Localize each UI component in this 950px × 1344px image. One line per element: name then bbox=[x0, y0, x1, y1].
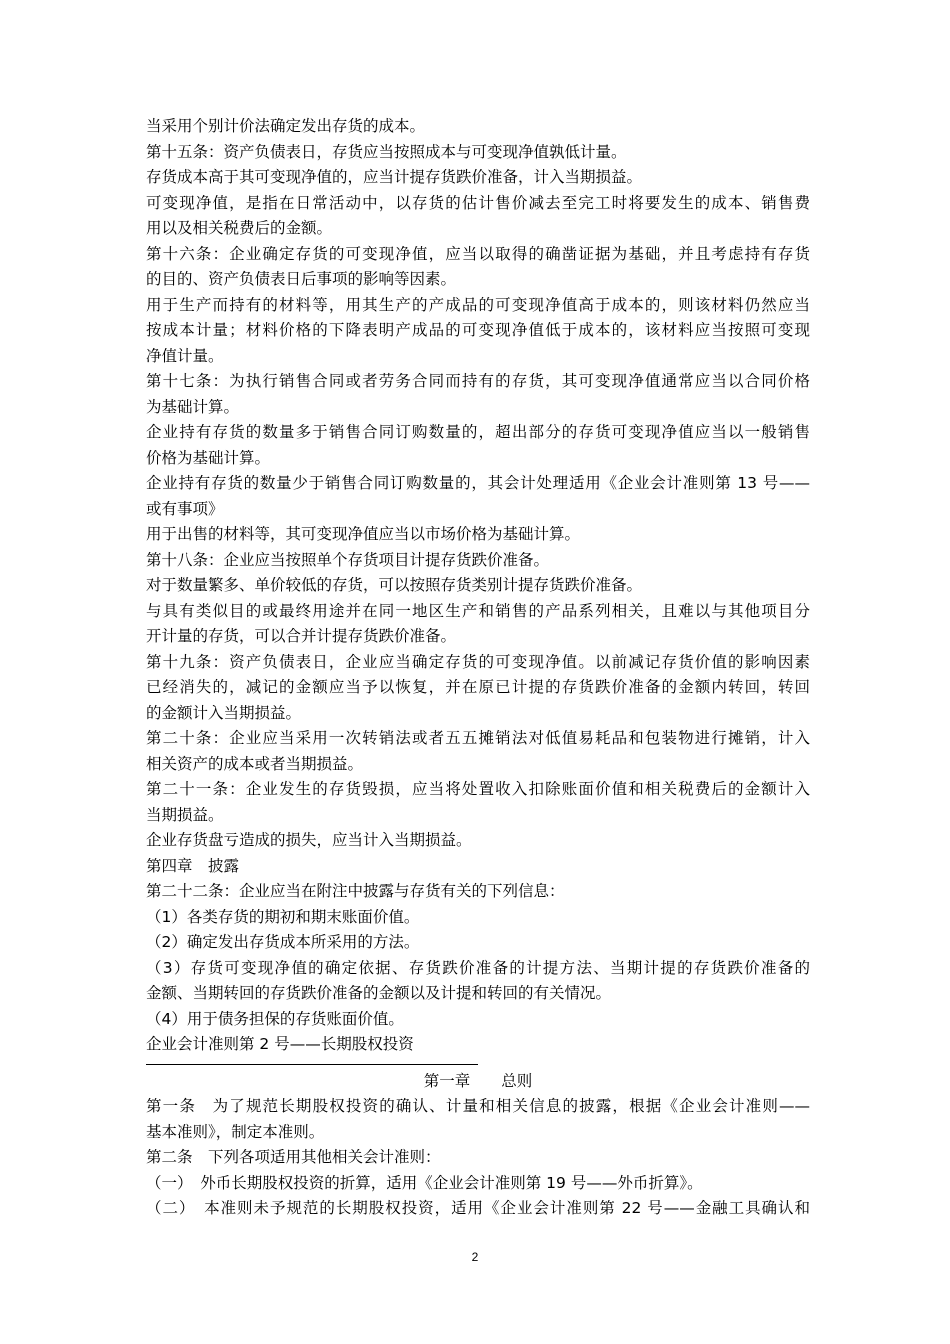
text-line: 用于出售的材料等，其可变现净值应当以市场价格为基础计算。 bbox=[146, 525, 581, 543]
text-line: （1）各类存货的期初和期末账面价值。 bbox=[146, 907, 420, 926]
text-line: 第十七条：为执行销售合同或者劳务合同而持有的存货，其可变现净值通常应当以合同价格 bbox=[146, 372, 810, 390]
text-line: 用以及相关税费后的金额。 bbox=[146, 219, 333, 237]
text-line: 当期损益。 bbox=[146, 805, 224, 824]
text-line: 或有事项》 bbox=[146, 499, 224, 518]
body-text-block-2 bbox=[146, 1094, 810, 1222]
text-line: 可变现净值，是指在日常活动中，以存货的估计售价减去至完工时将要发生的成本、销售费 bbox=[146, 193, 810, 212]
text-line: 企业持有存货的数量多于销售合同订购数量的，超出部分的存货可变现净值应当以一般销售 bbox=[146, 423, 810, 441]
text-line: 第二十一条：企业发生的存货毁损，应当将处置收入扣除账面价值和相关税费后的金额计入 bbox=[146, 780, 810, 798]
text-line: 按成本计量；材料价格的下降表明产成品的可变现净值低于成本的，该材料应当按照可变现 bbox=[146, 321, 810, 339]
body-text-block-1 bbox=[146, 114, 810, 1058]
text-line: （一） 外币长期股权投资的折算，适用《企业会计准则第 19 号——外币折算》。 bbox=[146, 1173, 703, 1192]
text-line: 相关资产的成本或者当期损益。 bbox=[146, 754, 364, 773]
text-line: 第二十条：企业应当采用一次转销法或者五五摊销法对低值易耗品和包装物进行摊销，计入 bbox=[146, 729, 810, 747]
text-line: （4）用于债务担保的存货账面价值。 bbox=[146, 1009, 404, 1028]
text-line: 企业会计准则第 2 号——长期股权投资 bbox=[146, 1035, 414, 1053]
text-line: 为基础计算。 bbox=[146, 397, 240, 416]
text-line: 已经消失的，减记的金额应当予以恢复，并在原已计提的存货跌价准备的金额内转回，转回 bbox=[146, 678, 810, 696]
text-line: 第一条 为了规范长期股权投资的确认、计量和相关信息的披露，根据《企业会计准则—— bbox=[146, 1097, 810, 1115]
text-line: 第十九条：资产负债表日，企业应当确定存货的可变现净值。以前减记存货价值的影响因素 bbox=[146, 652, 810, 671]
text-line: 第二十二条：企业应当在附注中披露与存货有关的下列信息： bbox=[146, 882, 565, 900]
text-line: 基本准则》，制定本准则。 bbox=[146, 1122, 325, 1141]
text-line: 对于数量繁多、单价较低的存货，可以按照存货类别计提存货跌价准备。 bbox=[146, 576, 643, 594]
text-line: （二） 本准则未予规范的长期股权投资，适用《企业会计准则第 22 号——金融工具确认和 bbox=[146, 1199, 810, 1217]
text-line: 第十八条：企业应当按照单个存货项目计提存货跌价准备。 bbox=[146, 550, 550, 569]
chapter-heading: 第一章 总则 bbox=[423, 1071, 533, 1090]
text-line: （2）确定发出存货成本所采用的方法。 bbox=[146, 933, 420, 951]
document-page bbox=[146, 114, 810, 1222]
text-line: 用于生产而持有的材料等，用其生产的产成品的可变现净值高于成本的，则该材料仍然应当 bbox=[146, 295, 810, 314]
text-line: 第二条 下列各项适用其他相关会计准则： bbox=[146, 1148, 441, 1166]
text-line: 第四章 披露 bbox=[146, 856, 240, 875]
page-number: 2 bbox=[471, 1250, 479, 1264]
text-line: 的金额计入当期损益。 bbox=[146, 703, 302, 722]
text-line: 的目的、资产负债表日后事项的影响等因素。 bbox=[146, 270, 457, 288]
text-line: 价格为基础计算。 bbox=[146, 448, 271, 467]
text-line: 开计量的存货，可以合并计提存货跌价准备。 bbox=[146, 627, 457, 645]
text-line: 企业持有存货的数量少于销售合同订购数量的，其会计处理适用《企业会计准则第 13 号—— bbox=[146, 474, 810, 492]
text-line: 与具有类似目的或最终用途并在同一地区生产和销售的产品系列相关，且难以与其他项目分 bbox=[146, 601, 810, 620]
text-line: 存货成本高于其可变现净值的，应当计提存货跌价准备，计入当期损益。 bbox=[146, 168, 643, 186]
text-line: 第十六条：企业确定存货的可变现净值，应当以取得的确凿证据为基础，并且考虑持有存货 bbox=[146, 244, 810, 263]
text-line: 净值计量。 bbox=[146, 346, 224, 365]
text-line: 第十五条：资产负债表日，存货应当按照成本与可变现净值孰低计量。 bbox=[146, 142, 627, 161]
text-line: （3）存货可变现净值的确定依据、存货跌价准备的计提方法、当期计提的存货跌价准备的 bbox=[146, 958, 810, 977]
text-line: 金额、当期转回的存货跌价准备的金额以及计提和转回的有关情况。 bbox=[146, 984, 612, 1002]
text-line: 当采用个别计价法确定发出存货的成本。 bbox=[146, 117, 426, 135]
text-line: 企业存货盘亏造成的损失，应当计入当期损益。 bbox=[146, 831, 472, 849]
horizontal-rule bbox=[146, 1064, 478, 1065]
